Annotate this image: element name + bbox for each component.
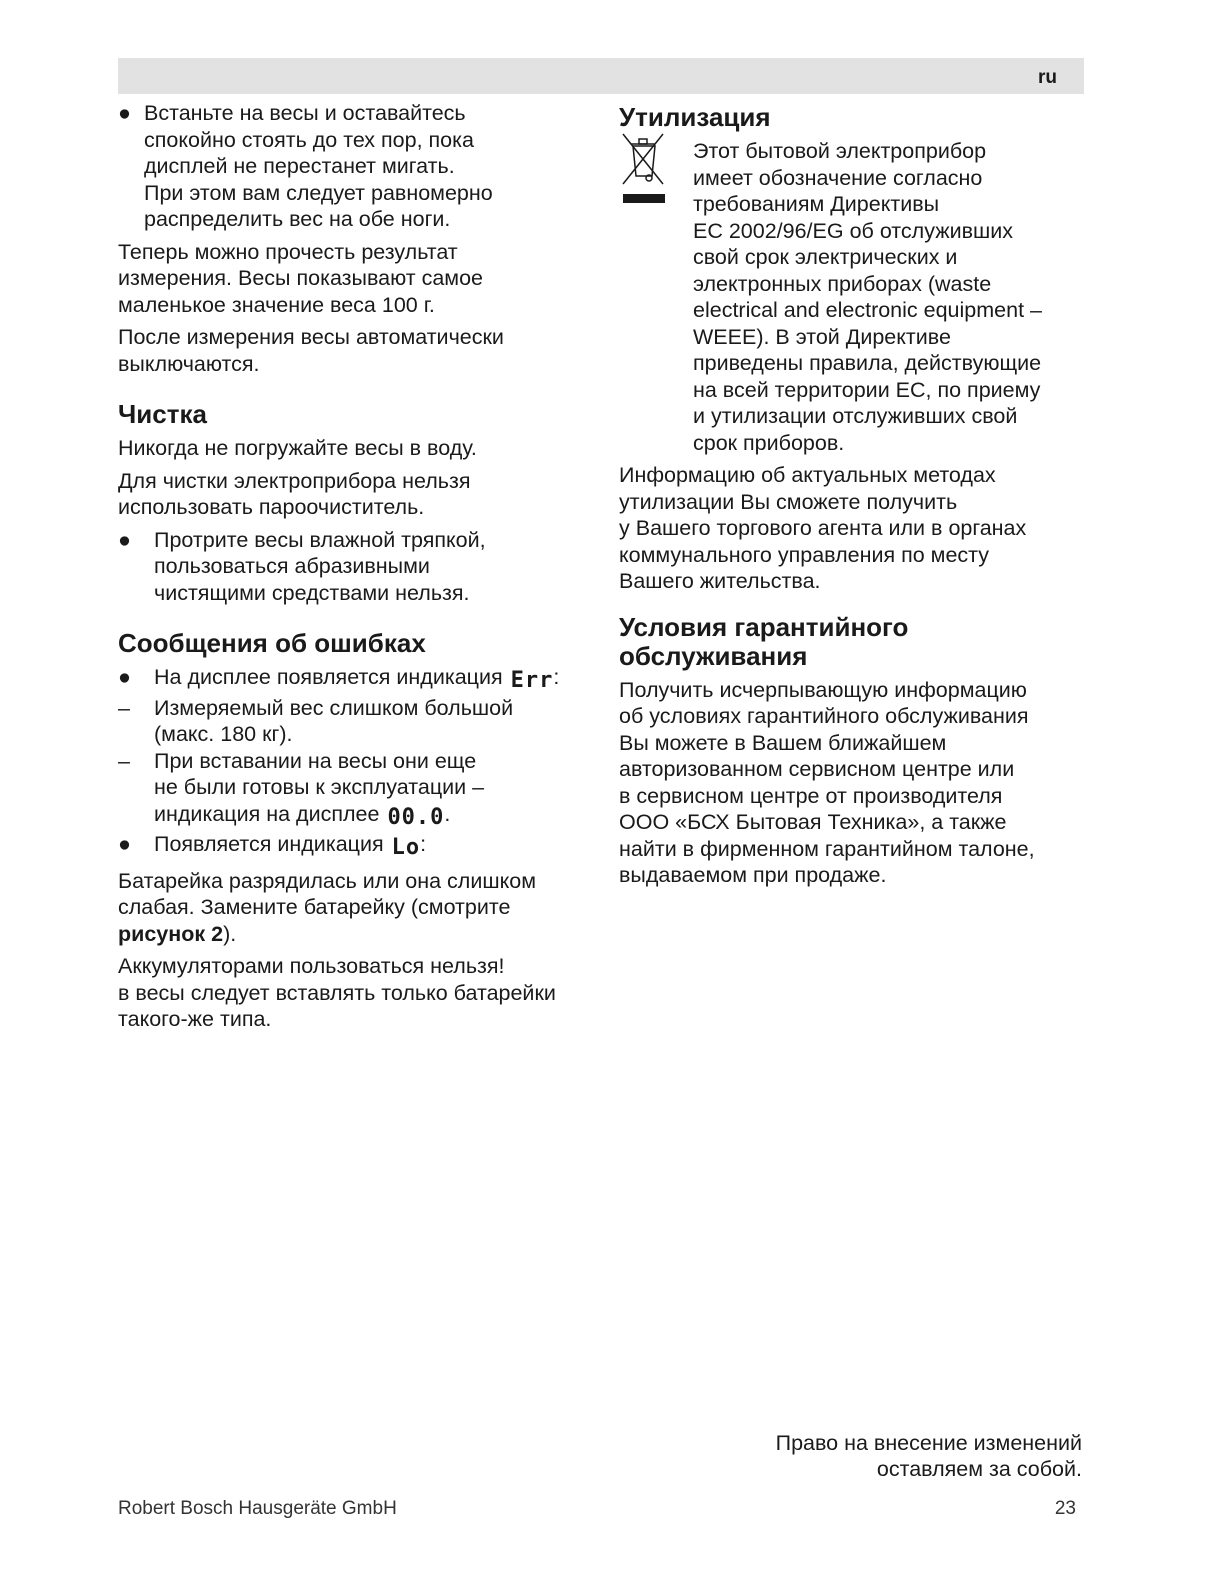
warranty-line-8: выдаваемом при продаже. xyxy=(619,863,887,887)
not-ready-line-2: не были готовы к эксплуатации – xyxy=(154,775,485,799)
weee-text xyxy=(693,138,1089,456)
intro-bullet xyxy=(118,100,588,233)
weee-line-1: Этот бытовой электроприбор xyxy=(693,139,987,163)
intro-bullet-line-3: дисплей не перестанет мигать. xyxy=(144,154,455,178)
page-number: 23 xyxy=(1054,1498,1076,1519)
period: . xyxy=(444,801,451,826)
battery-line-3 xyxy=(118,921,588,948)
disposal-info-line-1: Информацию об актуальных методах xyxy=(619,463,996,487)
intro-bullet-line-4: При этом вам следует равномерно xyxy=(144,180,493,205)
cleaning-bullet xyxy=(118,527,588,607)
dash-icon: – xyxy=(118,748,130,773)
not-ready-line-3 xyxy=(154,801,588,832)
cleaning-no-steam-line-1: Для чистки электроприбора нельзя xyxy=(118,468,471,493)
weee-line-2: имеет обозначение согласно xyxy=(693,165,983,190)
bullet-icon: ● xyxy=(118,832,131,856)
rights-line-1: Право на внесение изменений xyxy=(775,1431,1082,1455)
cleaning-no-steam-line-2: использовать пароочиститель. xyxy=(118,495,425,519)
dash-icon: – xyxy=(118,695,130,720)
error-lo-line xyxy=(154,831,588,862)
warranty-heading xyxy=(619,613,1089,671)
accumulator-line-3: такого-же типа. xyxy=(118,1007,272,1031)
bullet-icon: ● xyxy=(118,101,131,125)
intro-bullet-line-1: Встаньте на весы и оставайтесь xyxy=(144,101,466,125)
result-paragraph xyxy=(118,239,588,319)
intro-bullet-line-5: распределить вес на обе ноги. xyxy=(144,207,451,231)
disposal-heading: Утилизация xyxy=(619,102,771,132)
auto-off-paragraph xyxy=(118,324,588,377)
warranty-heading-line-1: Условия гарантийного xyxy=(619,611,909,642)
accumulator-line-1: Аккумуляторами пользоваться нельзя! xyxy=(118,954,505,978)
error-lo-text: Появляется индикация xyxy=(154,832,384,856)
weee-block xyxy=(619,138,1089,456)
result-line-2: измерения. Весы показывают самое xyxy=(118,266,483,290)
accumulator-line-2: в весы следует вставлять только батарейки xyxy=(118,980,556,1005)
warranty-paragraph xyxy=(619,677,1089,889)
auto-off-line-2: выключаются. xyxy=(118,351,260,376)
result-line-3: маленькое значение веса 100 г. xyxy=(118,292,435,317)
language-code: ru xyxy=(1038,67,1057,88)
weee-line-6: электронных приборах (waste xyxy=(693,271,992,296)
warranty-line-2: об условиях гарантийного обслуживания xyxy=(619,704,1029,728)
weee-line-12: срок приборов. xyxy=(693,430,845,455)
rights-line-2: оставляем за собой. xyxy=(876,1457,1082,1481)
error-dash-overweight xyxy=(118,695,588,748)
weee-line-7: electrical and electronic equipment – xyxy=(693,298,1042,322)
rights-reserved-note xyxy=(776,1430,1082,1482)
warranty-line-6: ООО «БСХ Бытовая Техника», а также xyxy=(619,810,1007,834)
weee-line-9: приведены правила, действующие xyxy=(693,351,1042,375)
disposal-info-line-3: у Вашего торгового агента или в органах xyxy=(619,516,1027,540)
display-lo-code: Lo xyxy=(391,835,421,860)
weee-line-5: свой срок электрических и xyxy=(693,245,958,269)
warranty-line-7: найти в фирменном гарантийном талоне, xyxy=(619,836,1035,861)
error-err-text: На дисплее появляется индикация xyxy=(154,665,503,689)
error-bullet-lo xyxy=(118,831,588,862)
result-line-1: Теперь можно прочесть результат xyxy=(118,239,458,264)
bullet-icon: ● xyxy=(118,665,131,689)
language-header-bar xyxy=(118,58,1084,94)
weee-line-4: ЕС 2002/96/EG об отслуживших xyxy=(693,218,1014,243)
cleaning-no-water: Никогда не погружайте весы в воду. xyxy=(118,436,477,460)
weee-bin-icon xyxy=(619,130,669,210)
cleaning-heading: Чистка xyxy=(118,399,207,429)
error-bullet-err xyxy=(118,664,588,695)
not-ready-text: индикация на дисплее xyxy=(154,801,380,826)
not-ready-line-1: При вставании на весы они еще xyxy=(154,748,477,773)
error-err-line xyxy=(154,664,588,695)
auto-off-line-1: После измерения весы автоматически xyxy=(118,325,504,349)
error-dash-not-ready xyxy=(118,748,588,832)
colon: : xyxy=(553,665,560,689)
accumulator-paragraph xyxy=(118,953,588,1033)
display-err-code: Err xyxy=(510,668,554,693)
overweight-line-1: Измеряемый вес слишком большой xyxy=(154,695,514,720)
weee-line-10: на всей территории ЕС, по приему xyxy=(693,377,1041,402)
disposal-info-paragraph xyxy=(619,462,1089,595)
disposal-info-line-2: утилизации Вы сможете получить xyxy=(619,489,958,514)
overweight-line-2: (макс. 180 кг). xyxy=(154,722,293,746)
intro-bullet-line-2: спокойно стоять до тех пор, пока xyxy=(144,127,474,152)
warranty-heading-line-2: обслуживания xyxy=(619,640,808,671)
bullet-icon: ● xyxy=(118,527,131,552)
disposal-info-line-4: коммунального управления по месту xyxy=(619,542,990,567)
cleaning-bullet-line-3: чистящими средствами нельзя. xyxy=(154,580,470,605)
weee-line-11: и утилизации отслуживших свой xyxy=(693,404,1018,428)
battery-paragraph xyxy=(118,868,588,948)
battery-line-2: слабая. Замените батарейку (смотрите xyxy=(118,895,511,919)
colon: : xyxy=(420,832,427,856)
display-zero-code: 00.0 xyxy=(387,804,445,830)
cleaning-bullet-line-1: Протрите весы влажной тряпкой, xyxy=(154,527,486,552)
battery-line-1: Батарейка разрядилась или она слишком xyxy=(118,868,537,893)
cleaning-bullet-line-2: пользоваться абразивными xyxy=(154,554,430,578)
footer-company: Robert Bosch Hausgeräte GmbH xyxy=(118,1498,397,1519)
warranty-line-1: Получить исчерпывающую информацию xyxy=(619,677,1027,702)
battery-close: ). xyxy=(223,921,237,946)
warranty-line-3: Вы можете в Вашем ближайшем xyxy=(619,730,947,755)
figure-reference: рисунок 2 xyxy=(118,921,224,946)
cleaning-no-steam xyxy=(118,468,588,521)
warranty-line-5: в сервисном центре от производителя xyxy=(619,783,1003,808)
weee-line-3: требованиям Директивы xyxy=(693,192,940,216)
warranty-line-4: авторизованном сервисном центре или xyxy=(619,757,1015,781)
left-column xyxy=(118,100,588,1039)
disposal-info-line-5: Вашего жительства. xyxy=(619,569,821,593)
right-column xyxy=(619,100,1089,895)
errors-heading: Сообщения об ошибках xyxy=(118,628,426,658)
weee-line-8: WEEE). В этой Директиве xyxy=(693,324,951,349)
